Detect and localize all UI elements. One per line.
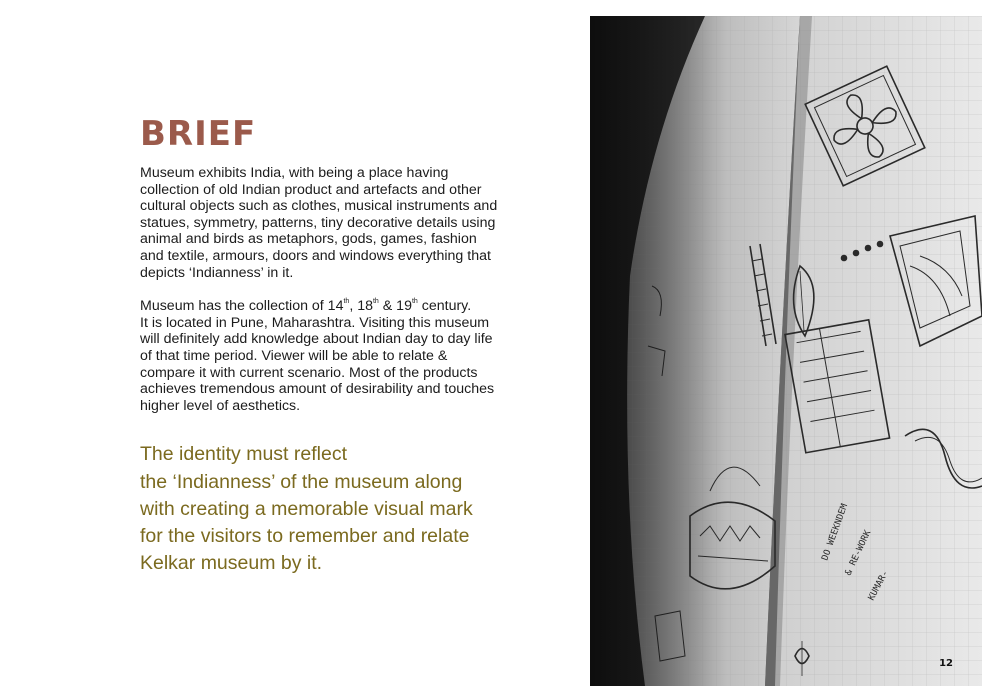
page-title: BRIEF bbox=[140, 114, 257, 154]
quote-line: for the visitors to remember and relate bbox=[140, 524, 470, 547]
identity-quote bbox=[140, 441, 500, 577]
brief-paragraph-2 bbox=[140, 298, 500, 414]
superscript-3: th bbox=[411, 298, 418, 306]
quote-line: Kelkar museum by it. bbox=[140, 552, 323, 575]
collection-text-3: & 19 bbox=[378, 298, 412, 315]
collection-text-1: Museum has the collection of 14 bbox=[140, 298, 344, 315]
sketchbook-illustration bbox=[590, 16, 982, 686]
brief-section bbox=[140, 112, 500, 577]
brief-paragraph-1: Museum exhibits India, with being a place having collection of old Indian product and artefacts and other cultural objects such as clothes, musical instruments and statues, symmetry, patterns, tiny decorative details using animal and birds as metaphors, gods, games, fashion and textile, armours, doors and windows everything that depicts ‘Indianness’ in it. bbox=[140, 165, 498, 281]
quote-line: the ‘Indianness’ of the museum along bbox=[140, 470, 463, 493]
quote-line: with creating a memorable visual mark bbox=[140, 497, 473, 520]
superscript-2: th bbox=[372, 298, 379, 306]
sketchbook-photo bbox=[590, 16, 982, 686]
museum-description: It is located in Pune, Maharashtra. Visiting this museum will definitely add knowledge about Indian day to day life of that time period. Viewer will be able to relate & compare it with current scenario. Most of the products achieves tremendous amount of desirability and touches higher level of aesthetics. bbox=[140, 314, 495, 414]
quote-line: The identity must reflect bbox=[140, 443, 347, 466]
collection-text-2: , 18 bbox=[349, 298, 373, 315]
page-number: 12 bbox=[939, 658, 953, 669]
superscript-1: th bbox=[343, 298, 350, 306]
collection-text-4: century. bbox=[417, 298, 472, 315]
